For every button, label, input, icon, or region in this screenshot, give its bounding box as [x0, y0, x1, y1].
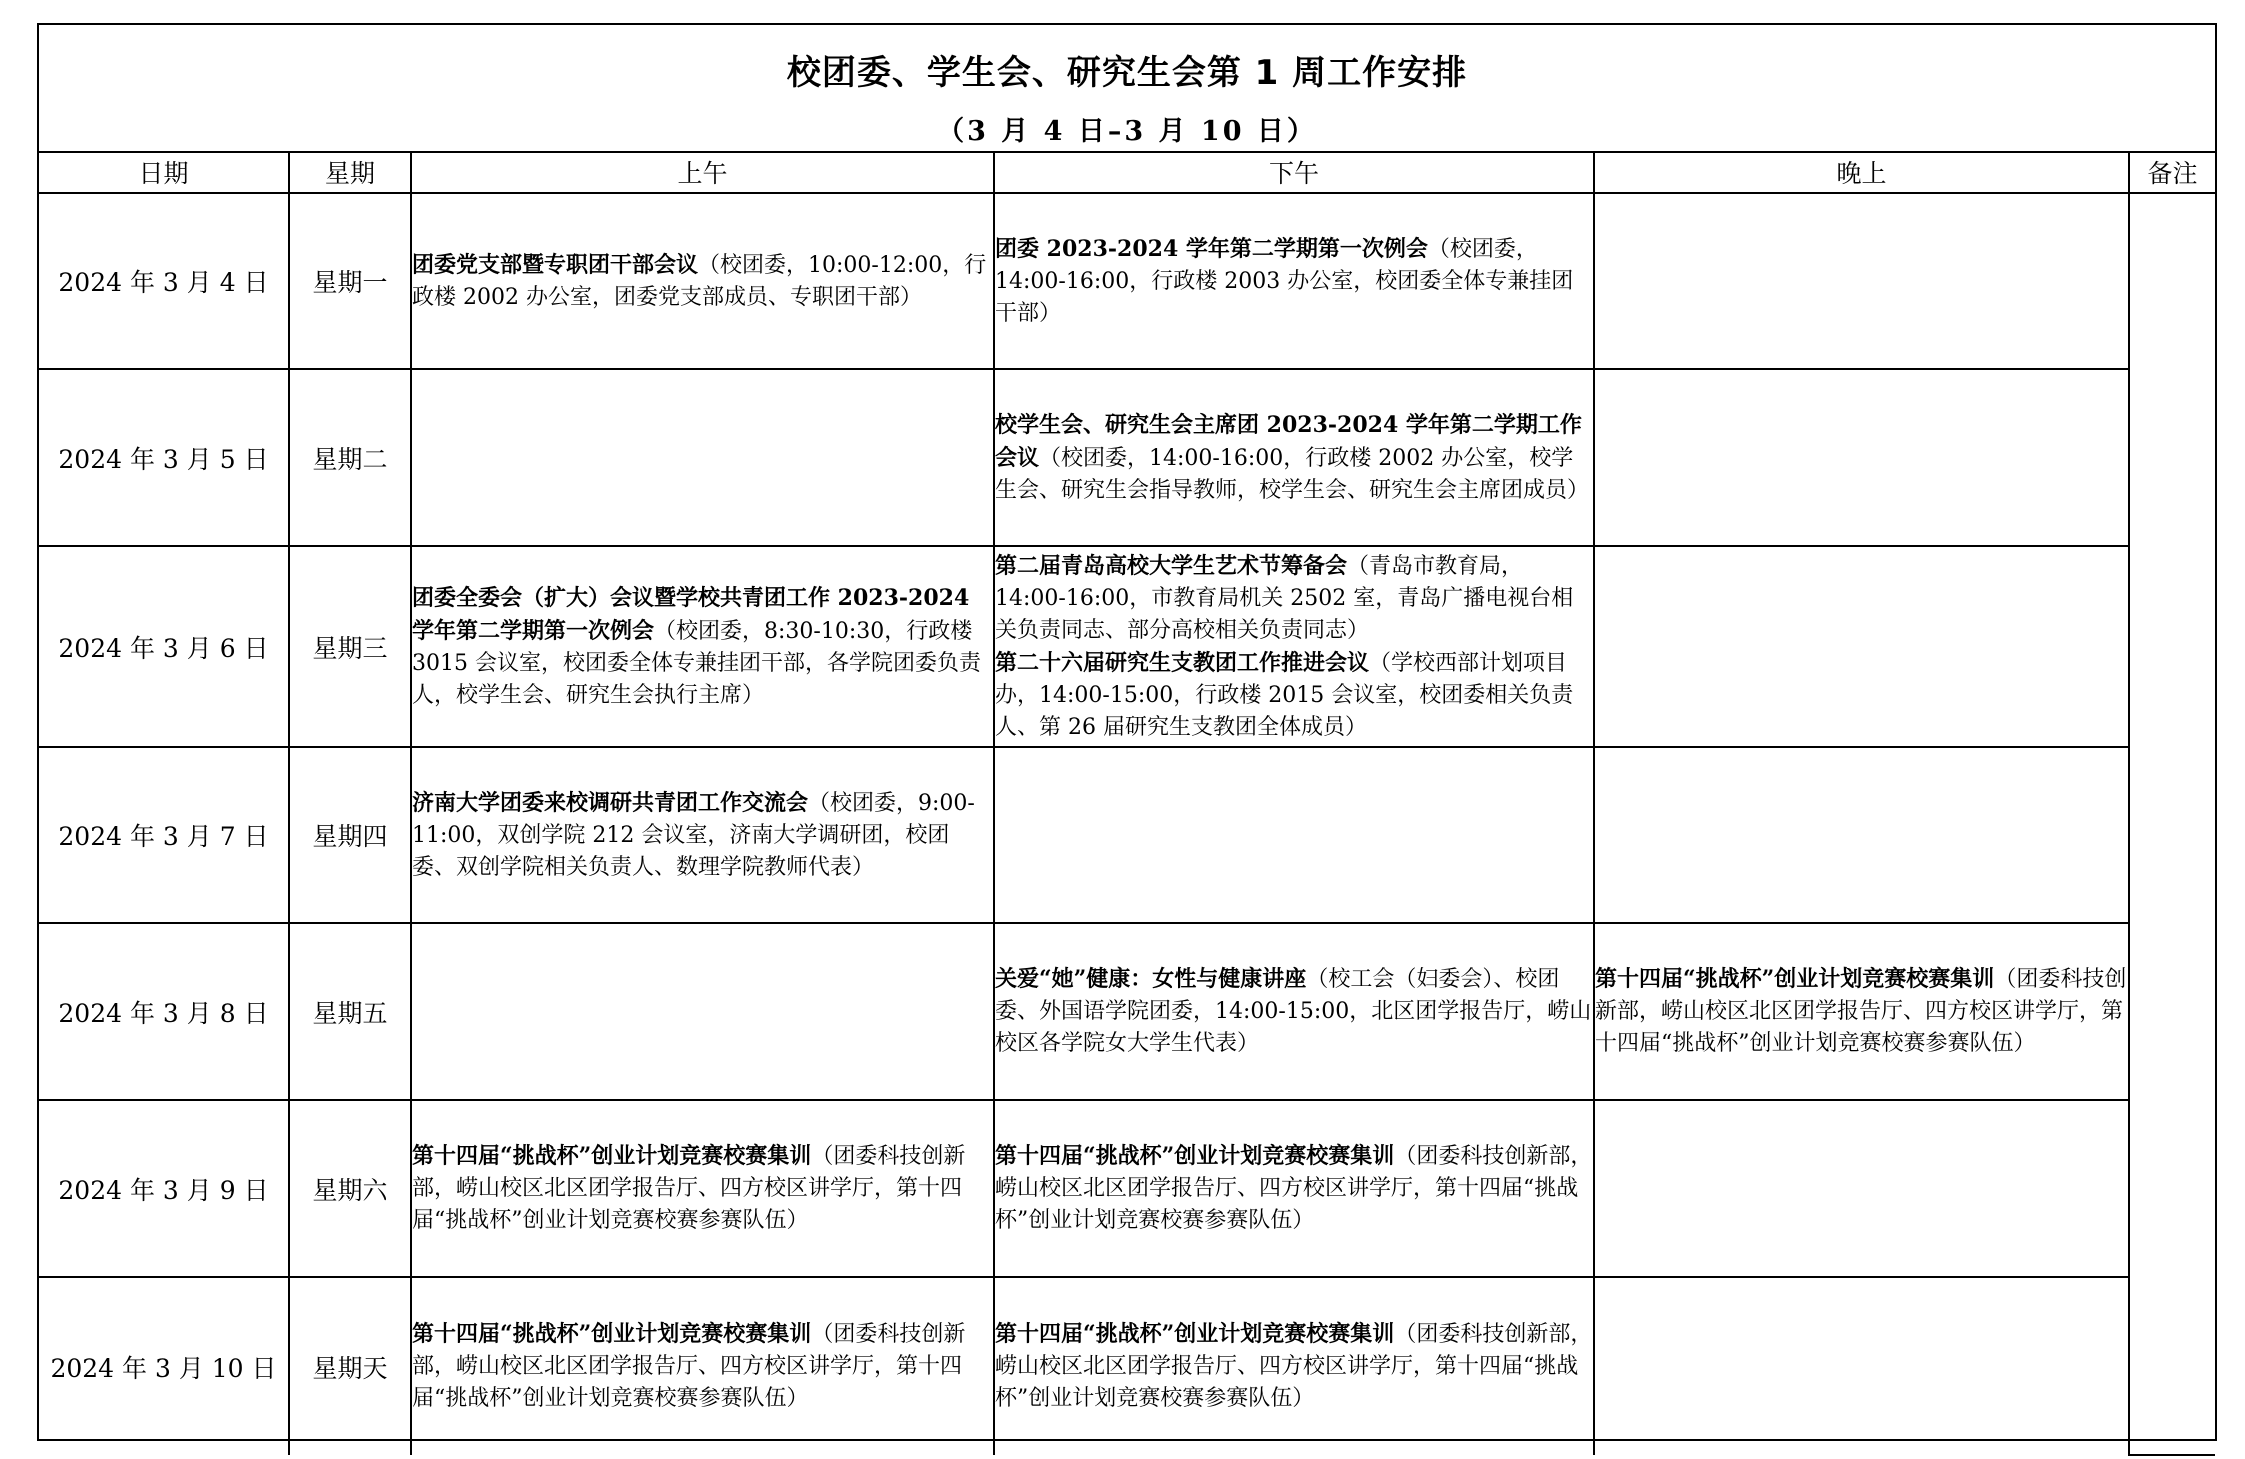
table-row	[39, 923, 2215, 1100]
event-detail: （校团委，9:00-11:00，双创学院 212 会议室，济南大学调研团，校团委、双创学院相关负责人、数理学院教师代表）	[412, 790, 975, 880]
event-entry	[412, 787, 993, 884]
event-entry	[412, 582, 993, 712]
evening-cell	[1594, 747, 2129, 923]
schedule-table	[39, 151, 2215, 1456]
event-detail: （校团委，8:30-10:30，行政楼 3015 会议室，校团委全体专兼挂团干部，各学院团委负责人，校学生会、研究生会执行主席）	[412, 618, 981, 708]
event-entry	[1595, 963, 2128, 1060]
event-title: 第二届青岛高校大学生艺术节筹备会	[995, 552, 1348, 579]
schedule-sheet	[37, 23, 2217, 1441]
table-row	[39, 1100, 2215, 1277]
date-cell: 2024 年 3 月 6 日	[39, 546, 289, 747]
event-title: 校学生会、研究生会主席团 2023-2024 学年第二学期工作会议	[995, 411, 1582, 471]
event-detail: （校团委，10:00-12:00，行政楼 2002 办公室，团委党支部成员、专职团干部）	[412, 252, 987, 310]
morning-cell	[411, 1277, 994, 1455]
evening-cell	[1594, 369, 2129, 546]
document-subtitle: （3 月 4 日–3 月 10 日）	[937, 116, 1317, 147]
morning-cell	[411, 369, 994, 546]
event-detail: （校团委，14:00-16:00，行政楼 2003 办公室，校团委全体专兼挂团干部）	[995, 236, 1574, 326]
header-evening: 晚上	[1594, 151, 2129, 193]
event-entry	[412, 1140, 993, 1237]
weekday-cell: 星期二	[289, 369, 411, 546]
event-title: 济南大学团委来校调研共青团工作交流会	[412, 789, 809, 816]
event-title: 第二十六届研究生支教团工作推进会议	[995, 649, 1370, 676]
header-row	[39, 151, 2215, 193]
event-title: 第十四届“挑战杯”创业计划竞赛校赛集训	[1595, 966, 1995, 992]
event-title: 第十四届“挑战杯”创业计划竞赛校赛集训	[995, 1143, 1395, 1169]
event-entry	[995, 1318, 1593, 1415]
afternoon-cell	[994, 1100, 1594, 1277]
event-detail: （团委科技创新部，崂山校区北区团学报告厅、四方校区讲学厅，第十四届“挑战杯”创业计划竞赛校赛参赛队伍）	[412, 1322, 966, 1411]
afternoon-cell	[994, 193, 1594, 369]
event-title: 第十四届“挑战杯”创业计划竞赛校赛集训	[412, 1143, 812, 1169]
date-cell: 2024 年 3 月 7 日	[39, 747, 289, 923]
evening-cell	[1594, 546, 2129, 747]
event-entry	[995, 963, 1593, 1060]
table-row	[39, 193, 2215, 369]
morning-cell	[411, 923, 994, 1100]
document-title: 校团委、学生会、研究生会第 1 周工作安排	[786, 53, 1468, 93]
header-date: 日期	[39, 151, 289, 193]
weekday-cell: 星期一	[289, 193, 411, 369]
weekday-cell: 星期四	[289, 747, 411, 923]
event-title: 团委 2023-2024 学年第二学期第一次例会	[995, 235, 1428, 262]
event-entry	[995, 409, 1593, 507]
date-cell: 2024 年 3 月 5 日	[39, 369, 289, 546]
evening-cell	[1594, 1277, 2129, 1455]
event-detail: （团委科技创新部，崂山校区北区团学报告厅、四方校区讲学厅，第十四届“挑战杯”创业计划竞赛校赛参赛队伍）	[995, 1322, 1593, 1411]
header-morning: 上午	[411, 151, 994, 193]
afternoon-cell	[994, 546, 1594, 747]
title-block	[39, 25, 2215, 153]
table-row	[39, 369, 2215, 546]
header-remark: 备注	[2129, 151, 2215, 193]
weekday-cell: 星期六	[289, 1100, 411, 1277]
table-row	[39, 546, 2215, 747]
event-entry	[995, 550, 1593, 647]
evening-cell	[1594, 923, 2129, 1100]
event-entry	[412, 1318, 993, 1415]
weekday-cell: 星期三	[289, 546, 411, 747]
morning-cell	[411, 546, 994, 747]
event-title: 团委全委会（扩大）会议暨学校共青团工作 2023-2024 学年第二学期第一次例会	[412, 584, 970, 644]
afternoon-cell	[994, 1277, 1594, 1455]
event-title: 团委党支部暨专职团干部会议	[412, 251, 699, 278]
evening-cell	[1594, 193, 2129, 369]
event-title: 第十四届“挑战杯”创业计划竞赛校赛集训	[995, 1321, 1395, 1347]
event-title: 关爱“她”健康：女性与健康讲座	[995, 966, 1307, 992]
date-cell: 2024 年 3 月 9 日	[39, 1100, 289, 1277]
event-detail: （校团委，14:00-16:00，行政楼 2002 办公室，校学生会、研究生会指导教师，校学生会、研究生会主席团成员）	[995, 445, 1590, 503]
date-cell: 2024 年 3 月 10 日	[39, 1277, 289, 1455]
afternoon-cell	[994, 923, 1594, 1100]
afternoon-cell	[994, 747, 1594, 923]
event-entry	[412, 249, 993, 314]
remark-cell	[2129, 193, 2215, 1455]
event-detail: （青岛市教育局，14:00-16:00，市教育局机关 2502 室，青岛广播电视台相关负责同志、部分高校相关负责同志）	[995, 553, 1574, 643]
event-detail: （学校西部计划项目办，14:00-15:00，行政楼 2015 会议室，校团委相关负责人、第 26 届研究生支教团全体成员）	[995, 650, 1574, 740]
table-row	[39, 747, 2215, 923]
event-detail: （团委科技创新部，崂山校区北区团学报告厅、四方校区讲学厅，第十四届“挑战杯”创业计划竞赛校赛参赛队伍）	[412, 1144, 966, 1233]
event-entry	[995, 647, 1593, 744]
event-detail: （校工会（妇委会）、校团委、外国语学院团委，14:00-15:00，北区团学报告厅，崂山校区各学院女大学生代表）	[995, 967, 1592, 1056]
event-entry	[995, 233, 1593, 330]
event-entry	[995, 1140, 1593, 1237]
morning-cell	[411, 193, 994, 369]
header-afternoon: 下午	[994, 151, 1594, 193]
event-detail: （团委科技创新部，崂山校区北区团学报告厅、四方校区讲学厅，第十四届“挑战杯”创业计划竞赛校赛参赛队伍）	[1595, 967, 2127, 1056]
weekday-cell: 星期天	[289, 1277, 411, 1455]
date-cell: 2024 年 3 月 4 日	[39, 193, 289, 369]
date-cell: 2024 年 3 月 8 日	[39, 923, 289, 1100]
event-detail: （团委科技创新部，崂山校区北区团学报告厅、四方校区讲学厅，第十四届“挑战杯”创业计划竞赛校赛参赛队伍）	[995, 1144, 1593, 1233]
evening-cell	[1594, 1100, 2129, 1277]
header-weekday: 星期	[289, 151, 411, 193]
morning-cell	[411, 1100, 994, 1277]
afternoon-cell	[994, 369, 1594, 546]
event-title: 第十四届“挑战杯”创业计划竞赛校赛集训	[412, 1321, 812, 1347]
table-row	[39, 1277, 2215, 1455]
weekday-cell: 星期五	[289, 923, 411, 1100]
morning-cell	[411, 747, 994, 923]
